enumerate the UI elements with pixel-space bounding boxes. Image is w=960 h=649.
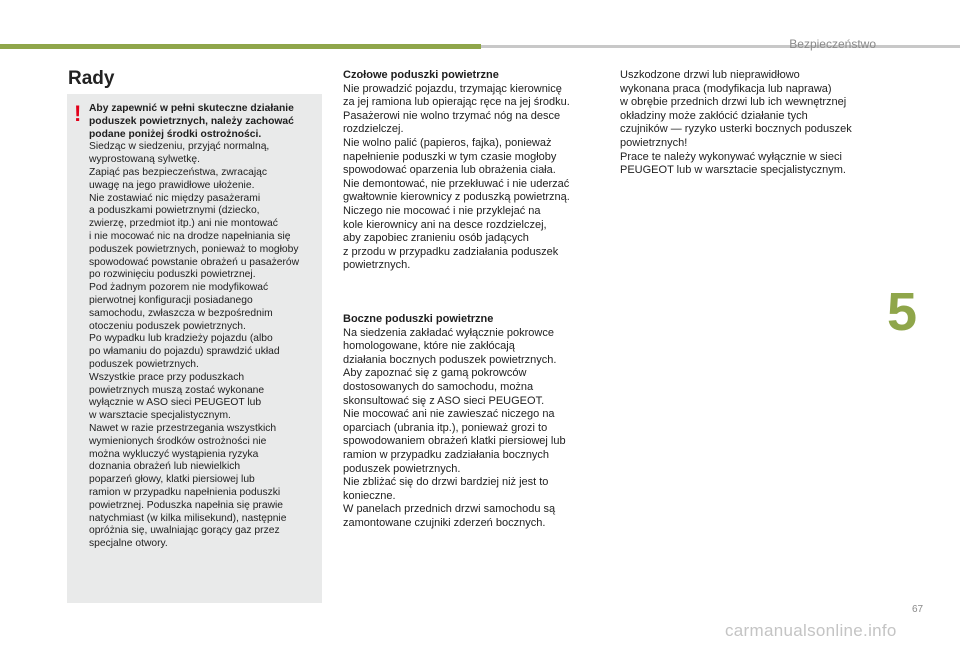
front-airbags-heading: Czołowe poduszki powietrzne [343,69,499,81]
side-airbags-heading: Boczne poduszki powietrzne [343,313,494,325]
doors-text: Uszkodzone drzwi lub nieprawidłowo wykonana praca (modyfikacja lub naprawa) w obrębie przednich drzwi lub ich wewnętrznej okładziny może zakłócić działanie tych czujników — ryzyko usterki bocznych poduszek powietrznych! Prace te należy wykonywać wyłącznie w sieci PEUGEOT lub w warsztacie specjalistycznym. [620,69,852,177]
doors-section [620,69,878,178]
header-rule [481,45,960,48]
side-airbags-text: Na siedzenia zakładać wyłącznie pokrowce homologowane, które nie zakłócają działania bocznych poduszek powietrznych. Aby zapoznać się z gamą pokrowców dostosowanych do samochodu, można skonsultować się z ASO sieci PEUGEOT. Nie mocować ani nie zawieszać niczego na oparciach (ubrania itp.), ponieważ grozi to spowodowaniem obrażeń klatki piersiowej lub ramion w przypadku zadziałania bocznych poduszek powietrznych. Nie zbliżać się do drzwi bardziej niż jest to konieczne. W panelach przednich drzwi samochodu są zamontowane czujniki zderzeń bocznych. [343,326,566,529]
front-airbags-section [343,69,605,273]
page-title: Rady [68,68,115,89]
section-label: Bezpieczeństwo [789,37,876,51]
side-airbags-section [343,313,605,531]
page-number: 67 [912,604,924,615]
watermark: carmanualsonline.info [725,621,897,640]
warning-lead: Aby zapewnić w pełni skuteczne działanie poduszek powietrznych, należy zachować podane poniżej środki ostrożności. [89,103,294,140]
warning-body: Siedząc w siedzeniu, przyjąć normalną, wyprostowaną sylwetkę. Zapiąć pas bezpieczeństwa, zwracając uwagę na jego prawidłowe ułożenie. Nie zostawiać nic między pasażerami a poduszkami powietrznymi (dziecko, zwierzę, przedmiot itp.) ani nie montować i nie mocować nic na drodze napełniania się poduszek powietrznych, ponieważ to mogłoby spowodować powstanie obrażeń u pasażerów po rozwinięciu poduszki powietrznej. Pod żadnym pozorem nie modyfikować pierwotnej konfiguracji posiadanego samochodu, zwłaszcza w bezpośrednim otoczeniu poduszek powietrznych. Po wypadku lub kradzieży pojazdu (albo po włamaniu do pojazdu) sprawdzić układ poduszek powietrznych. Wszystkie prace przy poduszkach powietrznych muszą zostać wykonane wyłącznie w ASO sieci PEUGEOT lub w warsztacie specjalistycznym. Nawet w razie przestrzegania wszystkich wymienionych środków ostrożności nie można wykluczyć wystąpienia ryzyka doznania obrażeń lub niewielkich poparzeń głowy, klatki piersiowej lub ramion w przypadku napełnienia poduszki powietrznej. Poduszka napełnia się prawie natychmiast (w kilka milisekund), następnie opróżnia się, uwalniając gorący gaz przez specjalne otwory. [89,141,300,550]
front-airbags-text: Nie prowadzić pojazdu, trzymając kierownicę za jej ramiona lub opierając ręce na jej środku. Pasażerowi nie wolno trzymać nóg na desce rozdzielczej. Nie wolno palić (papieros, fajka), ponieważ napełnienie poduszki w tym czasie mogłoby spowodować oparzenia lub obrażenia ciała. Nie demontować, nie przekłuwać i nie uderzać gwałtownie kierownicy z poduszką powietrzną. Niczego nie mocować i nie przyklejać na kole kierownicy ani na desce rozdzielczej, aby zapobiec zranieniu osób jadących z przodu w przypadku zadziałania poduszek powietrznych. [343,82,570,272]
header-accent-bar [0,44,481,49]
exclamation-icon: ! [74,101,82,126]
chapter-number: 5 [887,282,918,342]
warning-box [67,94,322,603]
